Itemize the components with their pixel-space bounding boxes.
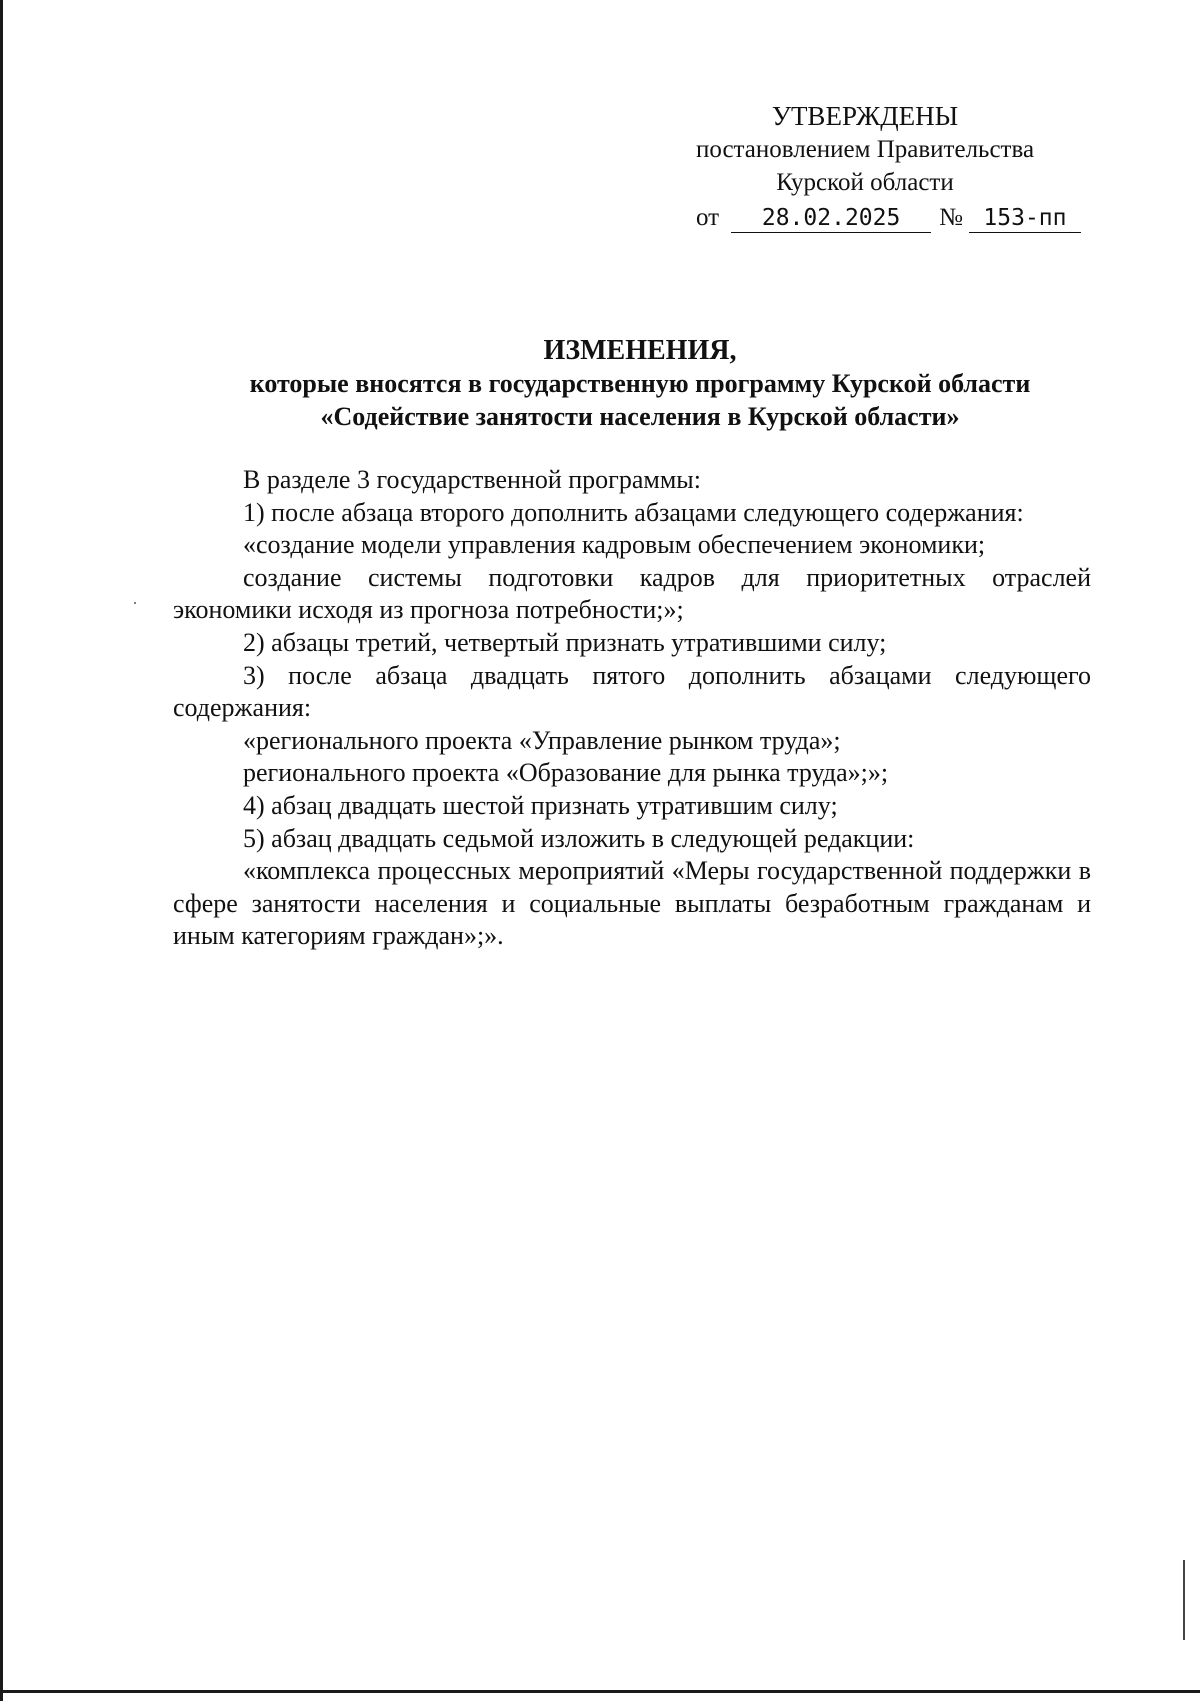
scan-edge-left bbox=[0, 0, 3, 1701]
approval-date-line bbox=[640, 201, 1090, 234]
paragraph: регионального проекта «Образование для рынка труда»;»; bbox=[243, 758, 889, 788]
heading-line-1: которые вносятся в государственную программу Курской области bbox=[249, 369, 1031, 398]
paragraph: 2) абзацы третий, четвертый признать утратившими силу; bbox=[243, 627, 887, 657]
approval-line-2: Курской области bbox=[776, 169, 954, 196]
paragraph: В разделе 3 государственной программы: bbox=[243, 465, 701, 494]
paragraph: 5) абзац двадцать седьмой изложить в следующей редакции: bbox=[243, 823, 915, 853]
document-heading bbox=[0, 334, 1200, 433]
approval-block bbox=[640, 100, 1090, 234]
paragraph: 1) после абзаца второго дополнить абзацами следующего содержания: bbox=[243, 497, 1024, 527]
date-prefix: от bbox=[696, 204, 720, 231]
paragraph: «регионального проекта «Управление рынком труда»; bbox=[243, 725, 841, 755]
heading-line-2: «Содействие занятости населения в Курской области» bbox=[320, 402, 960, 431]
heading-title: ИЗМЕНЕНИЯ, bbox=[543, 335, 737, 366]
document-body bbox=[173, 464, 1091, 953]
scan-edge-bottom bbox=[0, 1690, 1200, 1693]
paragraph: «комплекса процессных мероприятий «Меры государственной поддержки в сфере занятости населения и социальные выплаты безработным гражданам и иным категориям граждан»;». bbox=[173, 856, 1091, 951]
paragraph: 4) абзац двадцать шестой признать утратившим силу; bbox=[243, 790, 838, 820]
paragraph: «создание модели управления кадровым обеспечением экономики; bbox=[243, 530, 986, 560]
approval-number: 153-пп bbox=[969, 204, 1081, 233]
paragraph: создание системы подготовки кадров для приоритетных отраслей экономики исходя из прогноза потребности;»; bbox=[173, 562, 1091, 625]
scan-edge-right bbox=[1183, 1560, 1185, 1640]
approval-title: УТВЕРЖДЕНЫ bbox=[771, 101, 959, 131]
approval-line-1: постановлением Правительства bbox=[695, 136, 1035, 163]
scan-speck bbox=[134, 602, 136, 604]
number-prefix: № bbox=[939, 204, 963, 231]
approval-date: 28.02.2025 bbox=[731, 204, 931, 233]
paragraph: 3) после абзаца двадцать пятого дополнить абзацами следующего содержания: bbox=[173, 660, 1091, 723]
